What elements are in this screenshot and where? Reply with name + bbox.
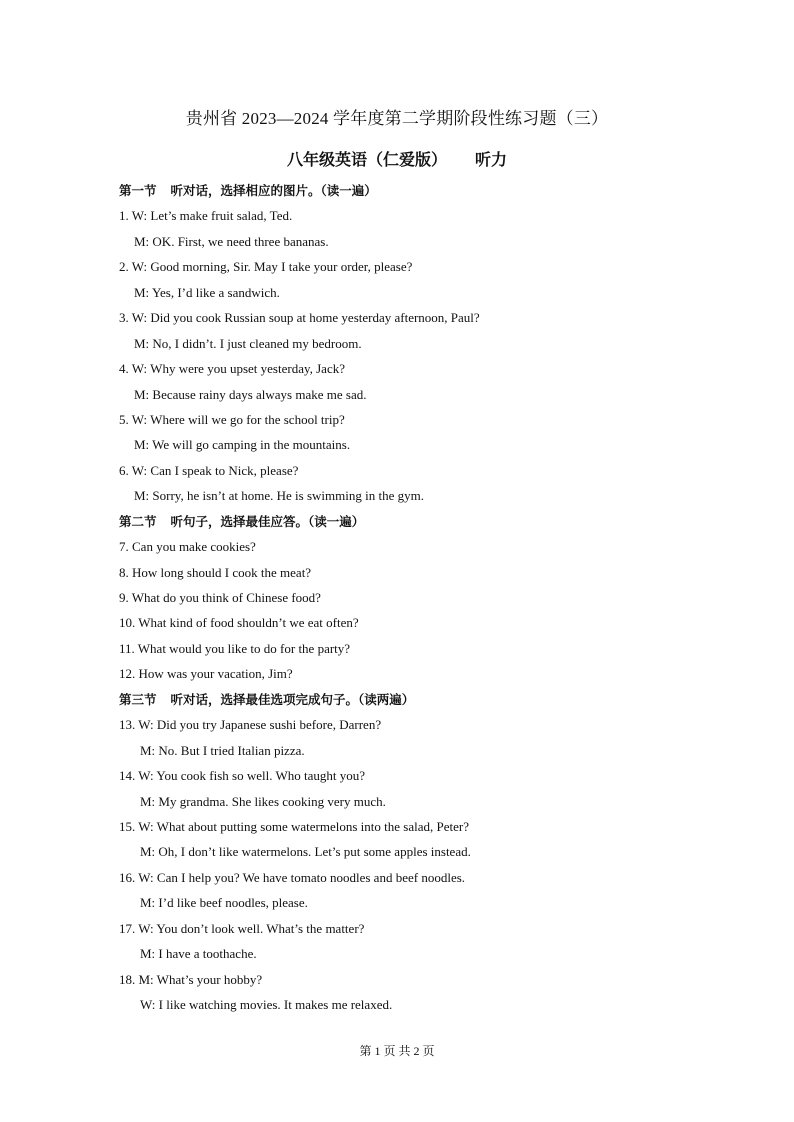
dialogue-reply: W: I like watching movies. It makes me relaxed. [140, 997, 393, 1012]
page-number: 第 1 页 共 2 页 [359, 1044, 435, 1058]
subtitle-part: 听力 [475, 150, 508, 169]
sentence-item: 9. What do you think of Chinese food? [119, 590, 321, 605]
page-title: 贵州省 2023—2024 学年度第二学期阶段性练习题（三） [185, 109, 609, 128]
dialogue-line: 6. W: Can I speak to Nick, please? [119, 462, 299, 478]
dialogue-reply: M: We will go camping in the mountains. [134, 437, 351, 453]
dialogue-reply: M: I’d like beef noodles, please. [140, 895, 308, 911]
section-number: 第三节 [119, 691, 157, 707]
dialogue-reply: M: No, I didn’t. I just cleaned my bedroom. [134, 335, 362, 351]
dialogue-line: 3. W: Did you cook Russian soup at home yesterday afternoon, Paul? [119, 310, 480, 326]
section-heading [119, 509, 739, 534]
section-instruction: 听对话，选择相应的图片。（读一遍） [170, 183, 377, 198]
dialogue-reply: M: Oh, I don’t like watermelons. Let’s put some apples instead. [140, 844, 471, 860]
dialogue-line: 4. W: Why were you upset yesterday, Jack? [119, 361, 345, 377]
dialogue-reply: M: Yes, I’d like a sandwich. [134, 284, 280, 300]
subtitle-grade: 八年级英语（仁爱版） [286, 150, 447, 169]
listening-script [119, 178, 739, 1017]
dialogue-line: 13. W: Did you try Japanese sushi before, Darren? [119, 717, 382, 733]
sentence-item: 7. Can you make cookies? [119, 539, 256, 555]
section-instruction: 听对话，选择最佳选项完成句子。（读两遍） [170, 691, 415, 707]
section-heading [119, 687, 739, 712]
dialogue-line: 2. W: Good morning, Sir. May I take your order, please? [119, 259, 413, 275]
dialogue-reply: M: No. But I tried Italian pizza. [140, 742, 305, 758]
section-heading [119, 178, 739, 203]
dialogue-line: 18. M: What’s your hobby? [119, 971, 263, 987]
section-number: 第二节 [119, 513, 157, 529]
dialogue-reply: M: I have a toothache. [140, 946, 257, 962]
dialogue-line: 16. W: Can I help you? We have tomato noodles and beef noodles. [119, 869, 466, 885]
sentence-item: 10. What kind of food shouldn’t we eat often? [119, 615, 359, 631]
dialogue-reply: M: OK. First, we need three bananas. [134, 233, 329, 249]
section-instruction: 听句子，选择最佳应答。（读一遍） [170, 513, 365, 529]
sentence-item: 11. What would you like to do for the party? [119, 640, 351, 656]
dialogue-reply: M: Sorry, he isn’t at home. He is swimming in the gym. [134, 488, 424, 504]
section-number: 第一节 [119, 183, 157, 198]
dialogue-line: 14. W: You cook fish so well. Who taught you? [119, 768, 366, 784]
dialogue-line: 17. W: You don’t look well. What’s the matter? [119, 920, 365, 936]
sentence-item: 8. How long should I cook the meat? [119, 564, 312, 580]
dialogue-line: 1. W: Let’s make fruit salad, Ted. [119, 208, 293, 224]
dialogue-line: 5. W: Where will we go for the school trip? [119, 411, 345, 427]
dialogue-reply: M: My grandma. She likes cooking very much. [140, 793, 386, 809]
dialogue-line: 15. W: What about putting some watermelons into the salad, Peter? [119, 818, 469, 834]
sentence-item: 12. How was your vacation, Jim? [119, 666, 293, 682]
page-subtitle [0, 147, 794, 170]
dialogue-reply: M: Because rainy days always make me sad. [134, 386, 367, 402]
